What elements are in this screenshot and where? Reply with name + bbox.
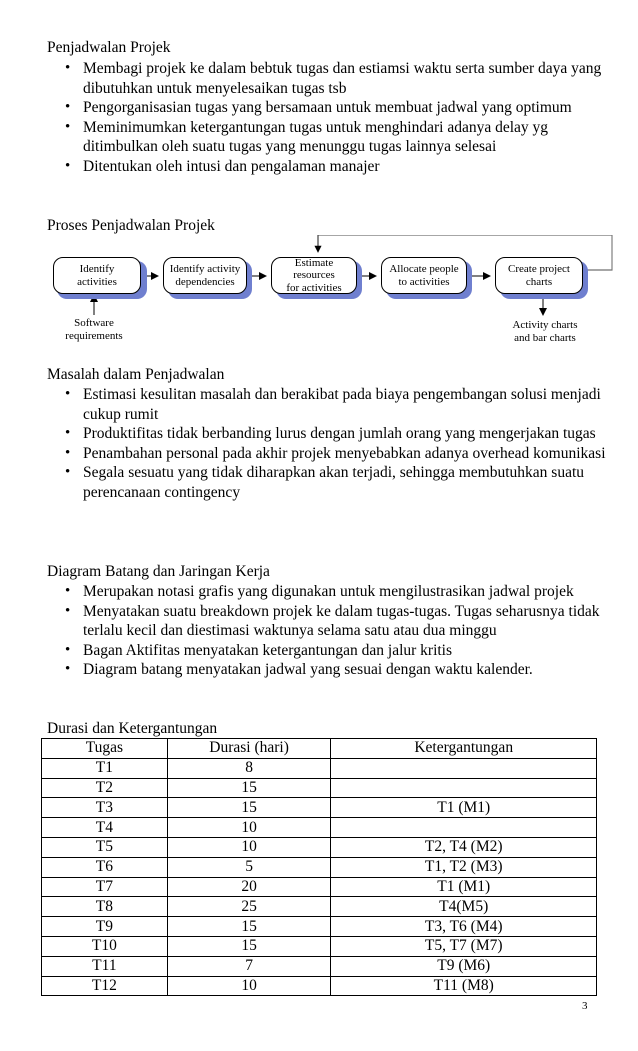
- table-cell: 10: [167, 818, 331, 838]
- table-cell: [331, 778, 597, 798]
- box-identify-activities: Identify activities: [53, 257, 141, 294]
- table-cell: T3, T6 (M4): [331, 917, 597, 937]
- list-item: • Ditentukan oleh intusi dan pengalaman manajer: [62, 157, 607, 177]
- table-cell: 15: [167, 778, 331, 798]
- list-item: • Diagram batang menyatakan jadwal yang sesuai dengan waktu kalender.: [62, 660, 607, 680]
- list-item: • Produktifitas tidak berbanding lurus dengan jumlah orang yang mengerjakan tugas: [62, 424, 607, 444]
- box-allocate-people: Allocate people to activities: [381, 257, 467, 294]
- table-cell: T1, T2 (M3): [331, 857, 597, 877]
- table-cell: T3: [42, 798, 168, 818]
- duration-table: [41, 738, 597, 996]
- column-header-ketergantungan: Ketergantungan: [331, 739, 597, 759]
- list-item: • Segala sesuatu yang tidak diharapkan akan terjadi, sehingga membutuhkan suatu perencanaan contingency: [62, 463, 607, 502]
- table-cell: 15: [167, 936, 331, 956]
- section-title-masalah: Masalah dalam Penjadwalan: [47, 366, 225, 383]
- table-row: [42, 778, 597, 798]
- list-item: • Bagan Aktifitas menyatakan ketergantungan dan jalur kritis: [62, 641, 607, 661]
- section-title-penjadwalan: Penjadwalan Projek: [47, 39, 171, 56]
- table-cell: [331, 758, 597, 778]
- table-cell: T5, T7 (M7): [331, 936, 597, 956]
- table-cell: T12: [42, 976, 168, 996]
- bullet-list-masalah: [62, 385, 607, 502]
- box-estimate-resources: Estimate resources for activities: [271, 257, 357, 294]
- list-item: • Membagi projek ke dalam bebtuk tugas dan estiamsi waktu serta sumber daya yang dibutuhkan untuk menyelesaikan tugas tsb: [62, 59, 607, 98]
- table-cell: 5: [167, 857, 331, 877]
- table-cell: 8: [167, 758, 331, 778]
- list-item: • Merupakan notasi grafis yang digunakan untuk mengilustrasikan jadwal projek: [62, 582, 607, 602]
- page-number: 3: [582, 1000, 588, 1012]
- table-cell: T1 (M1): [331, 798, 597, 818]
- box-create-charts: Create project charts: [495, 257, 583, 294]
- table-row: [42, 818, 597, 838]
- table-row: [42, 857, 597, 877]
- table-row: [42, 877, 597, 897]
- table-cell: T4: [42, 818, 168, 838]
- table-cell: T11 (M8): [331, 976, 597, 996]
- process-diagram: [47, 235, 615, 347]
- table-row: [42, 917, 597, 937]
- table-header-row: [42, 739, 597, 759]
- table-cell: [331, 818, 597, 838]
- table-cell: 20: [167, 877, 331, 897]
- table-cell: 7: [167, 956, 331, 976]
- table-row: [42, 936, 597, 956]
- table-cell: T8: [42, 897, 168, 917]
- table-cell: T9 (M6): [331, 956, 597, 976]
- table-cell: T11: [42, 956, 168, 976]
- table-cell: T4(M5): [331, 897, 597, 917]
- table-cell: T2: [42, 778, 168, 798]
- table-cell: 25: [167, 897, 331, 917]
- table-cell: 15: [167, 798, 331, 818]
- table-cell: 10: [167, 976, 331, 996]
- box-identify-dependencies: Identify activity dependencies: [163, 257, 247, 294]
- section-title-diagram-batang: Diagram Batang dan Jaringan Kerja: [47, 563, 270, 580]
- table-cell: T7: [42, 877, 168, 897]
- table-cell: 10: [167, 837, 331, 857]
- table-row: [42, 976, 597, 996]
- list-item: • Penambahan personal pada akhir projek menyebabkan adanya overhead komunikasi: [62, 444, 607, 464]
- table-body: [42, 758, 597, 996]
- table-row: [42, 798, 597, 818]
- input-label-software-requirements: Software requirements: [65, 317, 123, 342]
- output-label-activity-charts: Activity charts and bar charts: [512, 319, 578, 344]
- section-title-durasi: Durasi dan Ketergantungan: [47, 720, 218, 737]
- table-cell: T5: [42, 837, 168, 857]
- table-cell: T1 (M1): [331, 877, 597, 897]
- list-item: • Estimasi kesulitan masalah dan berakibat pada biaya pengembangan solusi menjadi cukup rumit: [62, 385, 607, 424]
- section-title-proses: Proses Penjadwalan Projek: [47, 217, 215, 234]
- list-item: • Menyatakan suatu breakdown projek ke dalam tugas-tugas. Tugas seharusnya tidak terlalu kecil dan diestimasi waktunya selama satu atau dua minggu: [62, 602, 607, 641]
- table-row: [42, 837, 597, 857]
- table-cell: 15: [167, 917, 331, 937]
- column-header-tugas: Tugas: [42, 739, 168, 759]
- table-cell: T10: [42, 936, 168, 956]
- table-cell: T9: [42, 917, 168, 937]
- list-item: • Pengorganisasian tugas yang bersamaan untuk membuat jadwal yang optimum: [62, 98, 607, 118]
- bullet-list-penjadwalan: [62, 59, 607, 176]
- table-cell: T1: [42, 758, 168, 778]
- table-cell: T2, T4 (M2): [331, 837, 597, 857]
- table-cell: T6: [42, 857, 168, 877]
- table-row: [42, 897, 597, 917]
- column-header-durasi: Durasi (hari): [167, 739, 331, 759]
- list-item: • Meminimumkan ketergantungan tugas untuk menghindari adanya delay yg ditimbulkan oleh suatu tugas yang menunggu tugas lainnya selesai: [62, 118, 607, 157]
- bullet-list-diagram-batang: [62, 582, 607, 680]
- table-row: [42, 758, 597, 778]
- table-row: [42, 956, 597, 976]
